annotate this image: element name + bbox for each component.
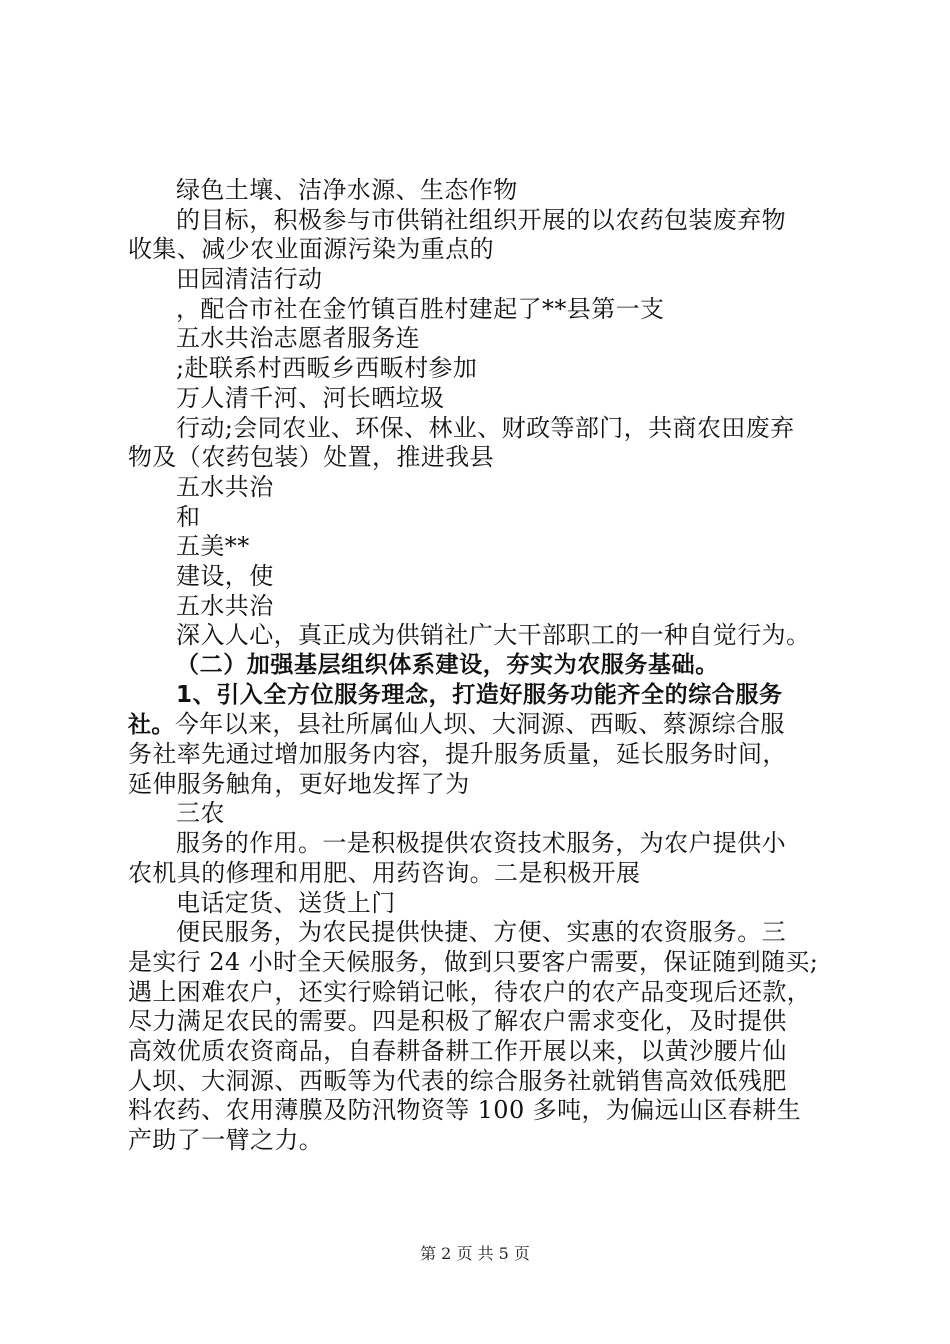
text-line: 延伸服务触角，更好地发挥了为	[128, 769, 470, 798]
text-line: 是实行 24 小时全天候服务，做到只要客户需要，保证随到随买;	[128, 947, 819, 976]
text-line: 五水共治	[176, 591, 274, 620]
text-line: 五水共治志愿者服务连	[176, 324, 420, 353]
text-line: 三农	[176, 799, 225, 828]
text-line: 万人清千河、河长晒垃圾	[176, 383, 445, 412]
text-line: 五美**	[176, 532, 250, 561]
subheading-bold-end: 社。	[128, 712, 175, 739]
text-line: 务社率先通过增加服务内容，提升服务质量，延长服务时间，	[128, 740, 787, 769]
text-line: 料农药、农用薄膜及防汛物资等 100 多吨，为偏远山区春耕生	[128, 1096, 802, 1125]
paragraph-block-2	[128, 740, 838, 1156]
paragraph-block-1	[128, 176, 838, 651]
text-line: 便民服务，为农民提供快捷、方便、实惠的农资服务。三	[176, 918, 786, 947]
subheading-line-2	[128, 710, 838, 740]
subheading-line-1: 1、引入全方位服务理念，打造好服务功能齐全的综合服务	[176, 681, 783, 708]
text-line: 和	[176, 502, 201, 531]
text-line: ;赴联系村西畈乡西畈村参加	[176, 354, 478, 383]
text-line: 农机具的修理和用肥、用药咨询。二是积极开展	[128, 858, 641, 887]
text-line: 五水共治	[176, 472, 274, 501]
text-line: 高效优质农资商品，自春耕备耕工作开展以来，以黄沙腰片仙	[128, 1036, 787, 1065]
text-line: 深入人心，真正成为供销社广大干部职工的一种自觉行为。	[176, 621, 811, 650]
text-line: 的目标，积极参与市供销社组织开展的以农药包装废弃物	[176, 205, 786, 234]
document-body	[128, 176, 838, 1156]
text-line: 服务的作用。一是积极提供农资技术服务，为农户提供小	[176, 829, 786, 858]
text-line: 田园清洁行动	[176, 265, 323, 294]
text-line: 绿色土壤、洁净水源、生态作物	[176, 176, 518, 204]
text-line: 遇上困难农户，还实行赊销记帐，待农户的农产品变现后还款，	[128, 977, 812, 1006]
text-line: 收集、减少农业面源污染为重点的	[128, 235, 494, 264]
text-line: 物及（农药包装）处置，推进我县	[128, 443, 494, 472]
text-line: 产助了一臂之力。	[128, 1126, 324, 1154]
text-line: 尽力满足农民的需要。四是积极了解农户需求变化，及时提供	[128, 1007, 787, 1036]
text-line: 电话定货、送货上门	[176, 888, 396, 917]
text-line: 行动;会同农业、环保、林业、财政等部门，共商农田废弃	[176, 413, 795, 442]
section-heading: （二）加强基层组织体系建设，夯实为农服务基础。	[176, 652, 719, 678]
text-line: ，配合市社在金竹镇百胜村建起了**县第一支	[176, 294, 665, 323]
page-footer: 第 2 页 共 5 页	[420, 1244, 530, 1263]
text-line: 人坝、大洞源、西畈等为代表的综合服务社就销售高效低残肥	[128, 1066, 787, 1095]
subheading-line-2-text: 今年以来，县社所属仙人坝、大洞源、西畈、蔡源综合服	[174, 710, 785, 739]
text-line: 建设，使	[176, 561, 274, 590]
